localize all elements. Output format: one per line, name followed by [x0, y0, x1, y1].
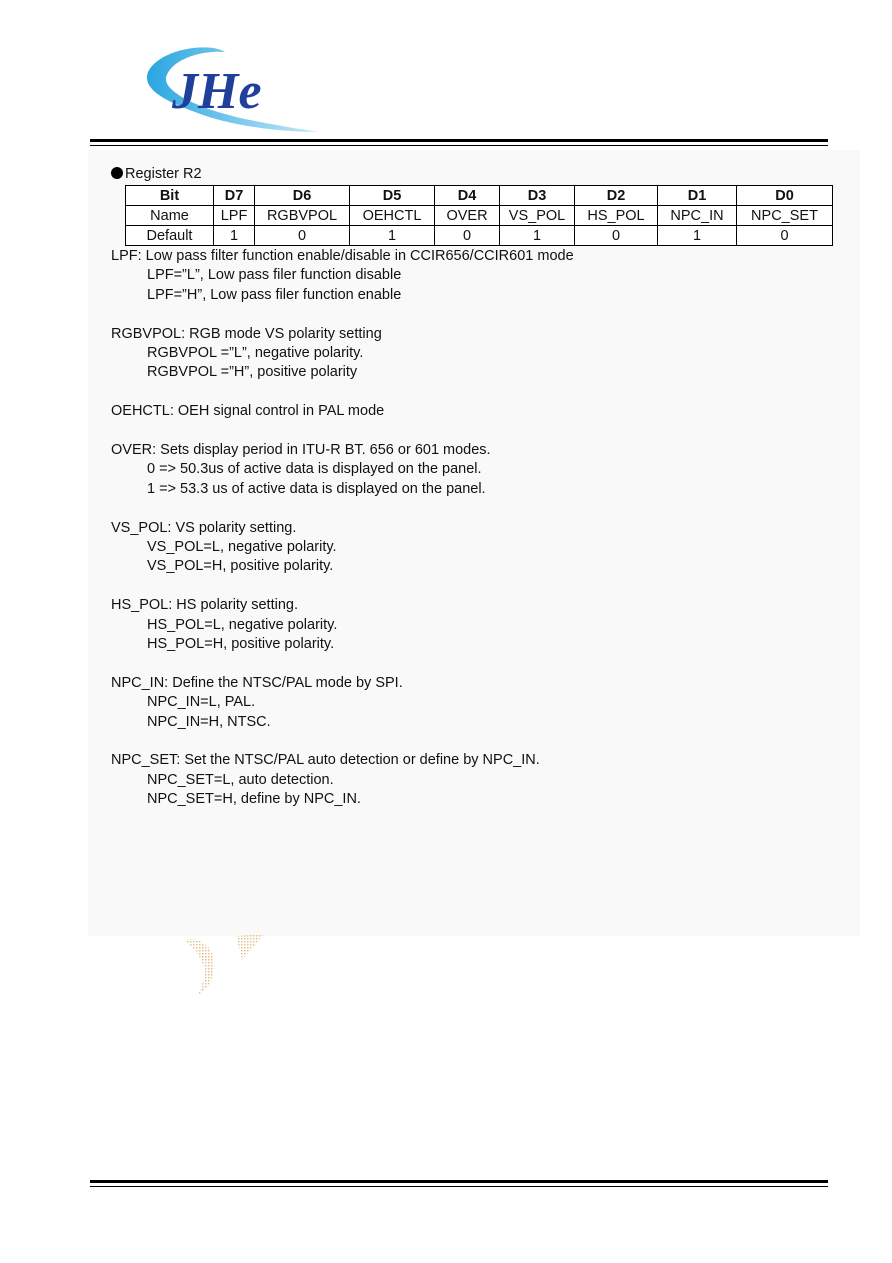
- description-over: [111, 441, 574, 499]
- table-row: [126, 206, 833, 226]
- description-line: RGBVPOL =”L”, negative polarity.: [147, 345, 364, 362]
- description-oehctl: [111, 402, 574, 421]
- description-line: RGBVPOL =”H”, positive polarity: [147, 364, 358, 381]
- footer-rule: [90, 1180, 828, 1183]
- description-line: HS_POL=H, positive polarity.: [147, 636, 335, 653]
- footer-rule-thin: [90, 1186, 828, 1187]
- column-header: Bit: [126, 186, 214, 206]
- table-row: [126, 226, 833, 246]
- description-vs-pol: [111, 519, 574, 577]
- table-cell: 1: [214, 226, 255, 246]
- description-heading: OEHCTL: OEH signal control in PAL mode: [111, 403, 385, 420]
- table-cell: 1: [350, 226, 435, 246]
- description-hs-pol: [111, 596, 574, 654]
- table-cell: NPC_IN: [658, 206, 737, 226]
- table-cell: 0: [255, 226, 350, 246]
- table-cell: LPF: [214, 206, 255, 226]
- description-npc-in: [111, 674, 574, 732]
- description-lpf: [111, 247, 574, 305]
- description-heading: HS_POL: HS polarity setting.: [111, 597, 298, 614]
- column-header: D4: [435, 186, 500, 206]
- description-line: NPC_IN=H, NTSC.: [147, 713, 271, 730]
- table-cell: NPC_SET: [737, 206, 833, 226]
- table-cell: 0: [575, 226, 658, 246]
- description-heading: VS_POL: VS polarity setting.: [111, 519, 297, 536]
- description-line: LPF=”L”, Low pass filer function disable: [147, 267, 402, 284]
- table-cell: 1: [658, 226, 737, 246]
- description-rgbvpol: [111, 325, 574, 383]
- header-rule-thin: [90, 145, 828, 146]
- description-line: VS_POL=H, positive polarity.: [147, 558, 334, 575]
- table-cell: 0: [435, 226, 500, 246]
- logo-text: JHe: [172, 63, 262, 120]
- bullet-icon: [111, 167, 123, 179]
- description-heading: OVER: Sets display period in ITU-R BT. 656 or 601 modes.: [111, 442, 491, 459]
- column-header: D5: [350, 186, 435, 206]
- description-heading: NPC_SET: Set the NTSC/PAL auto detection or define by NPC_IN.: [111, 752, 540, 769]
- description-heading: NPC_IN: Define the NTSC/PAL mode by SPI.: [111, 674, 403, 691]
- description-line: NPC_SET=H, define by NPC_IN.: [147, 791, 361, 808]
- description-line: 0 => 50.3us of active data is displayed on the panel.: [147, 461, 482, 478]
- description-line: LPF=”H”, Low pass filer function enable: [147, 286, 402, 303]
- description-npc-set: [111, 751, 574, 809]
- column-header: D1: [658, 186, 737, 206]
- register-heading: [111, 166, 202, 182]
- register-table: [125, 185, 833, 246]
- table-cell: RGBVPOL: [255, 206, 350, 226]
- table-cell: 1: [500, 226, 575, 246]
- table-header-row: [126, 186, 833, 206]
- table-cell: Name: [126, 206, 214, 226]
- table-cell: OEHCTL: [350, 206, 435, 226]
- table-cell: HS_POL: [575, 206, 658, 226]
- register-title: Register R2: [125, 166, 202, 182]
- description-line: NPC_IN=L, PAL.: [147, 694, 256, 711]
- header-rule: [90, 139, 828, 142]
- register-descriptions: [111, 247, 574, 829]
- table-cell: VS_POL: [500, 206, 575, 226]
- column-header: D3: [500, 186, 575, 206]
- description-line: VS_POL=L, negative polarity.: [147, 539, 337, 556]
- column-header: D6: [255, 186, 350, 206]
- column-header: D0: [737, 186, 833, 206]
- description-line: NPC_SET=L, auto detection.: [147, 771, 334, 788]
- table-cell: OVER: [435, 206, 500, 226]
- table-cell: 0: [737, 226, 833, 246]
- description-heading: LPF: Low pass filter function enable/disable in CCIR656/CCIR601 mode: [111, 248, 574, 264]
- watermark-logo-fragment: [178, 932, 270, 998]
- description-line: 1 => 53.3 us of active data is displayed on the panel.: [147, 480, 486, 497]
- description-heading: RGBVPOL: RGB mode VS polarity setting: [111, 325, 382, 342]
- column-header: D7: [214, 186, 255, 206]
- description-line: HS_POL=L, negative polarity.: [147, 616, 338, 633]
- company-logo: [140, 30, 340, 140]
- table-cell: Default: [126, 226, 214, 246]
- column-header: D2: [575, 186, 658, 206]
